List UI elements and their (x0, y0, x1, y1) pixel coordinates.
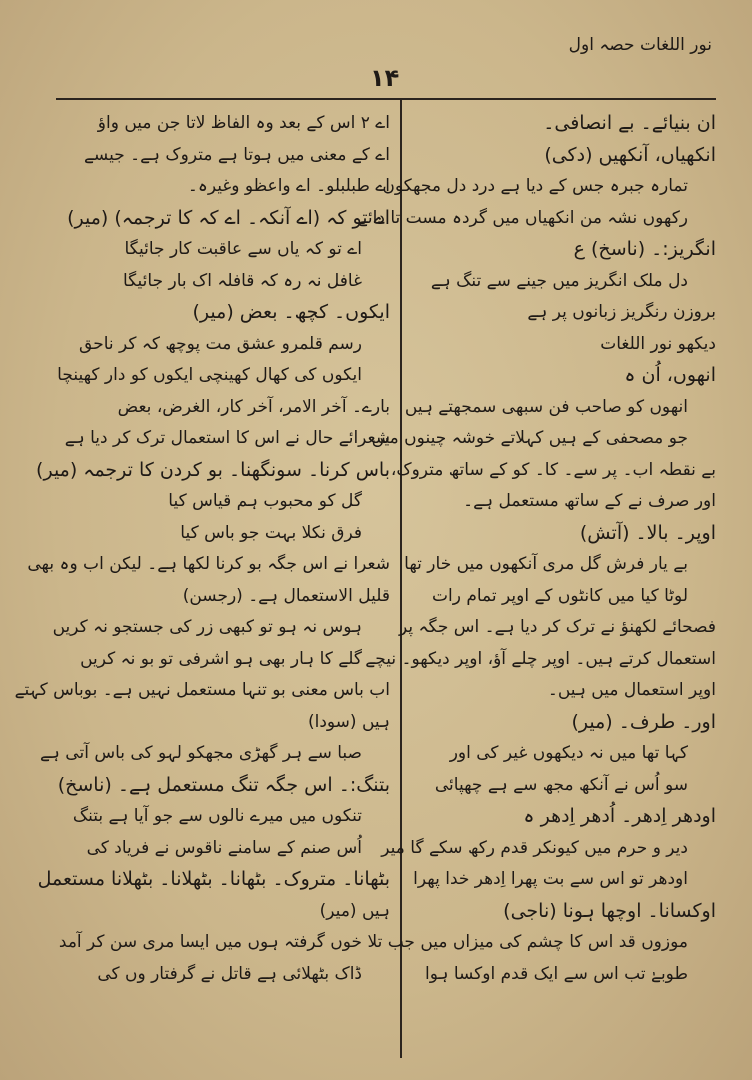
entry-headword-line: اودھر اِدھر۔ اُدھر اِدھر ہ (523, 805, 716, 827)
entry-headword-line: باس کرنا۔ سونگھنا۔ بو کردن کا ترجمہ (میر) (36, 458, 390, 481)
verse-line: انھوں کو صاحب فن سبھی سمجھتے ہیں (404, 396, 688, 417)
verse-line: بے یار فرش گل مری آنکھوں میں خار تھا (404, 554, 688, 574)
verse-line: گلے کا ہار بھی ہو اشرفی تو بو نہ کریں (80, 648, 362, 669)
verse-line: ایکوں کی کھال کھینچی ایکوں کو دار کھینچا (57, 365, 362, 385)
verse-line: دیر و حرم میں کیونکر قدم رکھ سکے گا میر (381, 837, 688, 858)
column-divider (400, 98, 402, 1058)
running-header-title: نور اللغات حصہ اول (568, 35, 712, 55)
entry-headword-line: اوپر۔ بالا۔ (آتش) (579, 521, 716, 544)
verse-line: اودھر تو اس سے بت پھرا اِدھر خدا پھرا (413, 869, 688, 889)
verse-line: ڈاک بٹھلائی ہے قاتل نے گرفتار وں کی (97, 963, 362, 984)
text-line: بارے۔ آخر الامر، آخر کار، الغرض، بعض (117, 396, 390, 417)
verse-line: غافل نہ رہ کہ قافلہ اک بار جائیگا (122, 270, 362, 291)
entry-headword-line: ایکوں۔ کچھ۔ بعض (میر) (192, 301, 390, 323)
verse-line: لوٹا کیا میں کانٹوں کے اوپر تمام رات (432, 585, 688, 606)
verse-line: تنکوں میں میرے نالوں سے جو آیا ہے بتنگ (72, 806, 362, 826)
text-line: قلیل الاستعمال ہے۔ (رجسن) (182, 585, 390, 606)
entry-headword-line: بتنگ:۔ اس جگہ تنگ مستعمل ہے۔ (ناسخ) (57, 773, 390, 796)
verse-line: رکھوں نشہ من انکھیاں میں گردہ مست تا دائے (357, 207, 688, 228)
text-line: فصحائے لکھنؤ نے ترک کر دیا ہے۔ اس جگہ پر (399, 617, 716, 637)
text-line: ہیں (سودا) (307, 711, 390, 732)
entry-headword-line: انکھیاں، آنکھیں (دکی) (544, 143, 716, 166)
text-line: شعرائے حال نے اس کا استعمال ترک کر دیا ہے (64, 428, 390, 448)
text-line: بے نقطہ اب۔ پر سے۔ کا۔ کو کے ساتھ متروک، (390, 459, 716, 480)
verse-line: اے تو کہ یاں سے عاقبت کار جائیگا (124, 239, 362, 259)
verse-line: تمارہ جبرہ جس کے دیا ہے درد دل مجھکوں (382, 176, 688, 196)
verse-line: گل کو محبوب ہم قیاس کیا (168, 491, 362, 511)
text-line: شعرا نے اس جگہ بو کرنا لکھا ہے۔ لیکن اب وہ بھی (27, 554, 390, 574)
verse-line: موزوں قد اس کا چشم کی میزاں میں جب تلا (367, 932, 688, 952)
verse-line: طوبےٰ تب اس سے ایک قدم اوکسا ہوا (424, 963, 688, 984)
verse-line: فرق نکلا بہت جو باس کیا (180, 522, 362, 543)
left-column (14, 108, 390, 1060)
text-line: استعمال کرتے ہیں۔ اوپر چلے آؤ، اوپر دیکھو۔ نیچے (365, 648, 716, 669)
entry-headword-line: اے تو کہ (اے آنکہ۔ اے کہ کا ترجمہ) (میر) (67, 206, 390, 229)
text-line: دیکھو نور اللغات (600, 333, 716, 354)
page-number: ۱۴ (370, 64, 400, 92)
entry-headword-line: اوکسانا۔ اوچھا ہونا (ناجی) (503, 899, 716, 922)
verse-line: کہا تھا میں نہ دیکھوں غیر کی اور (449, 743, 688, 763)
text-line: اے طبلبلو۔ اے واعظو وغیرہ۔ (187, 176, 390, 196)
entry-headword-line: انگریز:۔ (ناسخ) ع (573, 238, 716, 260)
verse-line: دل ملک انگریز میں جینے سے تنگ ہے (430, 270, 688, 291)
entry-headword-line: اور۔ طرف۔ (میر) (571, 710, 716, 733)
verse-line: سو اُس نے آنکھ مجھ سے ہے چھپائی (434, 774, 688, 795)
entry-headword-line: انھوں، اُن ہ (624, 364, 716, 386)
entry-headword-line: بٹھانا۔ متروک۔ بٹھانا۔ بٹھلانا۔ بٹھلانا مستعمل (37, 868, 390, 890)
right-column (357, 108, 716, 1060)
text-line: اوپر استعمال میں ہیں۔ (547, 680, 716, 700)
header-rule (56, 98, 716, 100)
text-line: بروزن رنگریز زبانوں پر ہے (527, 302, 716, 322)
verse-line: اُس صنم کے سامنے ناقوس نے فریاد کی (86, 837, 362, 858)
text-line: اے کے معنی میں ہوتا ہے متروک ہے۔ جیسے (83, 144, 390, 165)
verse-line: رسم قلمرو عشق مت پوچھ کہ کر ناحق (79, 333, 362, 354)
verse-line: جو مصحفی کے ہیں کہلاتے خوشہ چینوں میں (371, 428, 688, 448)
text-line: اے ۲ اس کے بعد وہ الفاظ لاتا جن میں واؤ (97, 113, 390, 133)
verse-line: صبا سے ہر گھڑی مجھکو لہو کی باس آتی ہے (39, 743, 362, 763)
verse-line: ہوس نہ ہو تو کبھی زر کی جستجو نہ کریں (52, 617, 362, 637)
text-line: اب باس معنی بو تنہا مستعمل نہیں ہے۔ بوباس کہتے (14, 680, 390, 700)
text-line: اور صرف نے کے ساتھ مستعمل ہے۔ (463, 491, 716, 511)
text-line: ہیں (میر) (319, 900, 390, 921)
entry-headword-line: ان بنیائے۔ بے انصافی۔ (543, 112, 716, 134)
verse-line: خوں گرفتہ ہوں میں ایسا مری سن کر آمد (58, 932, 362, 952)
